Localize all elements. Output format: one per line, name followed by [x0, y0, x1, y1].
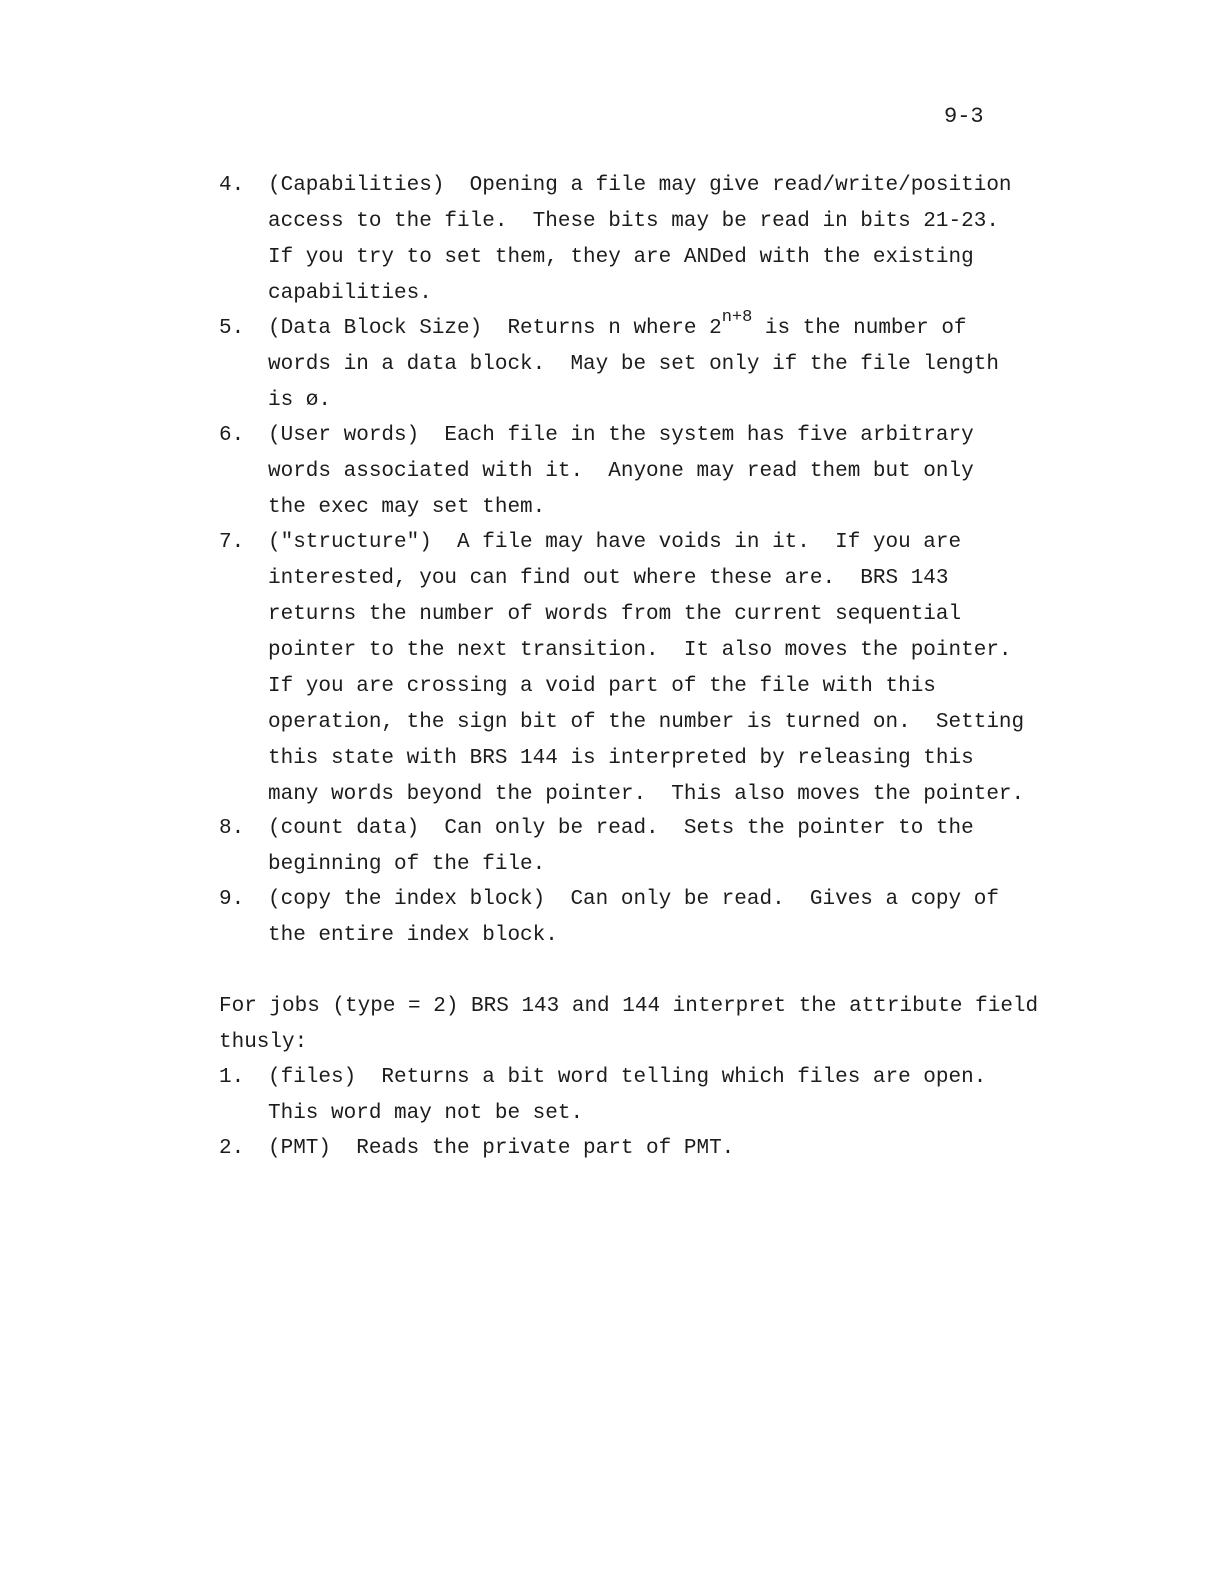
exponent-base-text: (Data Block Size) Returns n where 2: [268, 317, 722, 340]
list-item-number: 4.: [219, 174, 245, 197]
paragraph-line: For jobs (type = 2) BRS 143 and 144 interpret the attribute field: [219, 995, 1039, 1018]
list-item-line: is ø.: [268, 389, 332, 412]
list-item-line: (count data) Can only be read. Sets the pointer to the: [268, 817, 974, 840]
list-item-number: 8.: [219, 817, 245, 840]
list-item-line: (copy the index block) Can only be read. Gives a copy of: [268, 888, 999, 911]
list-item-line: pointer to the next transition. It also moves the pointer.: [268, 639, 1012, 662]
paragraph-line: thusly:: [219, 1031, 308, 1054]
list-item-line: interested, you can find out where these are. BRS 143: [268, 567, 949, 590]
list-item-line: the entire index block.: [268, 924, 558, 947]
list-item-line: If you try to set them, they are ANDed with the existing: [268, 246, 974, 269]
list-item-line: This word may not be set.: [268, 1102, 584, 1125]
list-item-number: 1.: [219, 1066, 245, 1089]
list-item-number: 6.: [219, 424, 245, 447]
list-item-line: beginning of the file.: [268, 853, 546, 876]
list-item-number: 9.: [219, 888, 245, 911]
list-item-line-with-exponent: [268, 308, 967, 347]
list-item-number: 2.: [219, 1137, 245, 1160]
list-item-line: (Capabilities) Opening a file may give read/write/position: [268, 174, 1012, 197]
list-item-line: words in a data block. May be set only if the file length: [268, 353, 999, 376]
list-item-line: words associated with it. Anyone may read them but only: [268, 460, 974, 483]
list-item-line: operation, the sign bit of the number is turned on. Setting: [268, 711, 1025, 734]
exponent: n+8: [721, 308, 753, 327]
exponent-trailing-text: is the number of: [752, 317, 967, 340]
list-item-line: returns the number of words from the current sequential: [268, 603, 962, 626]
list-item-line: (files) Returns a bit word telling which files are open.: [268, 1066, 987, 1089]
page-number: 9-3: [944, 104, 984, 129]
list-item-line: access to the file. These bits may be read in bits 21-23.: [268, 210, 999, 233]
list-item-line: (PMT) Reads the private part of PMT.: [268, 1137, 735, 1160]
list-item-line: (User words) Each file in the system has five arbitrary: [268, 424, 974, 447]
list-item-line: capabilities.: [268, 282, 432, 305]
list-item-number: 5.: [219, 317, 245, 340]
list-item-number: 7.: [219, 531, 245, 554]
list-item-line: ("structure") A file may have voids in it. If you are: [268, 531, 962, 554]
list-item-line: the exec may set them.: [268, 496, 546, 519]
list-item-line: If you are crossing a void part of the file with this: [268, 675, 936, 698]
list-item-line: many words beyond the pointer. This also moves the pointer.: [268, 783, 1025, 806]
list-item-line: this state with BRS 144 is interpreted by releasing this: [268, 747, 974, 770]
